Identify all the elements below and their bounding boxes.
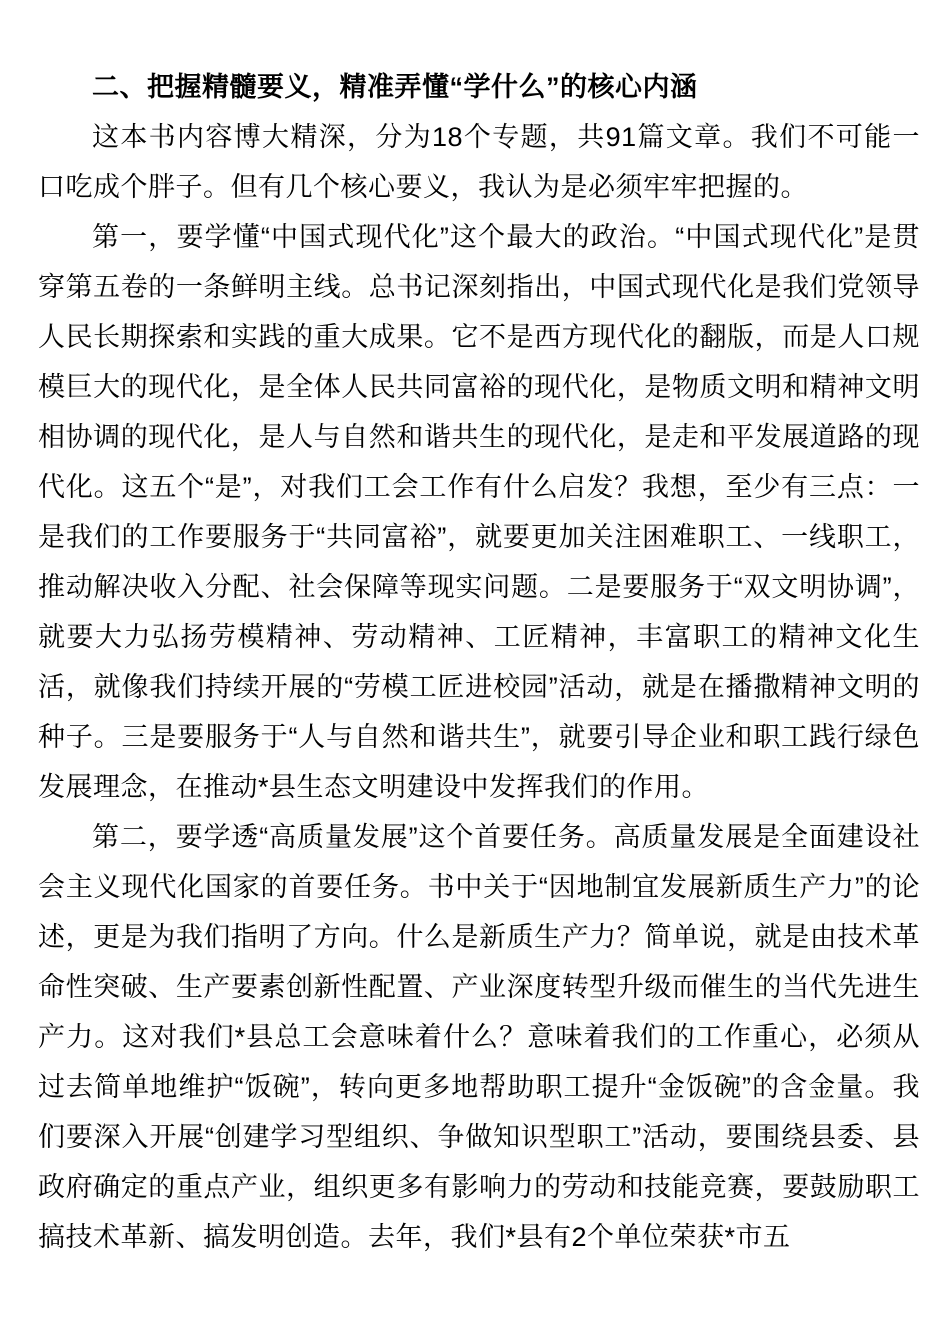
paragraph: 第一，要学懂“中国式现代化”这个最大的政治。“中国式现代化”是贯穿第五卷的一条鲜明主线。总书记深刻指出，中国式现代化是我们党领导人民长期探索和实践的重大成果。它不是西方现代化的翻版，而是人口规模巨大的现代化，是全体人民共同富裕的现代化，是物质文明和精神文明相协调的现代化，是人与自然和谐共生的现代化，是走和平发展道路的现代化。这五个“是”，对我们工会工作有什么启发？我想，至少有三点：一是我们的工作要服务于“共同富裕”，就要更加关注困难职工、一线职工，推动解决收入分配、社会保障等现实问题。二是要服务于“双文明协调”，就要大力弘扬劳模精神、劳动精神、工匠精神，丰富职工的精神文化生活，就像我们持续开展的“劳模工匠进校园”活动，就是在播撒精神文明的种子。三是要服务于“人与自然和谐共生”，就要引导企业和职工践行绿色发展理念，在推动*县生态文明建设中发挥我们的作用。 [38,222,920,802]
document-body [38,62,920,1262]
section-heading: 二、把握精髓要义，精准弄懂“学什么”的核心内涵 [92,72,698,102]
paragraph: 第二，要学透“高质量发展”这个首要任务。高质量发展是全面建设社会主义现代化国家的首要任务。书中关于“因地制宜发展新质生产力”的论述，更是为我们指明了方向。什么是新质生产力？简单说，就是由技术革命性突破、生产要素创新性配置、产业深度转型升级而催生的当代先进生产力。这对我们*县总工会意味着什么？意味着我们的工作重心，必须从过去简单地维护“饭碗”，转向更多地帮助职工提升“金饭碗”的含金量。我们要深入开展“创建学习型组织、争做知识型职工”活动，要围绕县委、县政府确定的重点产业，组织更多有影响力的劳动和技能竞赛，要鼓励职工搞技术革新、搞发明创造。去年，我们*县有2个单位荣获*市五 [38,822,920,1252]
paragraph: 这本书内容博大精深，分为18个专题，共91篇文章。我们不可能一口吃成个胖子。但有几个核心要义，我认为是必须牢牢把握的。 [38,122,920,202]
